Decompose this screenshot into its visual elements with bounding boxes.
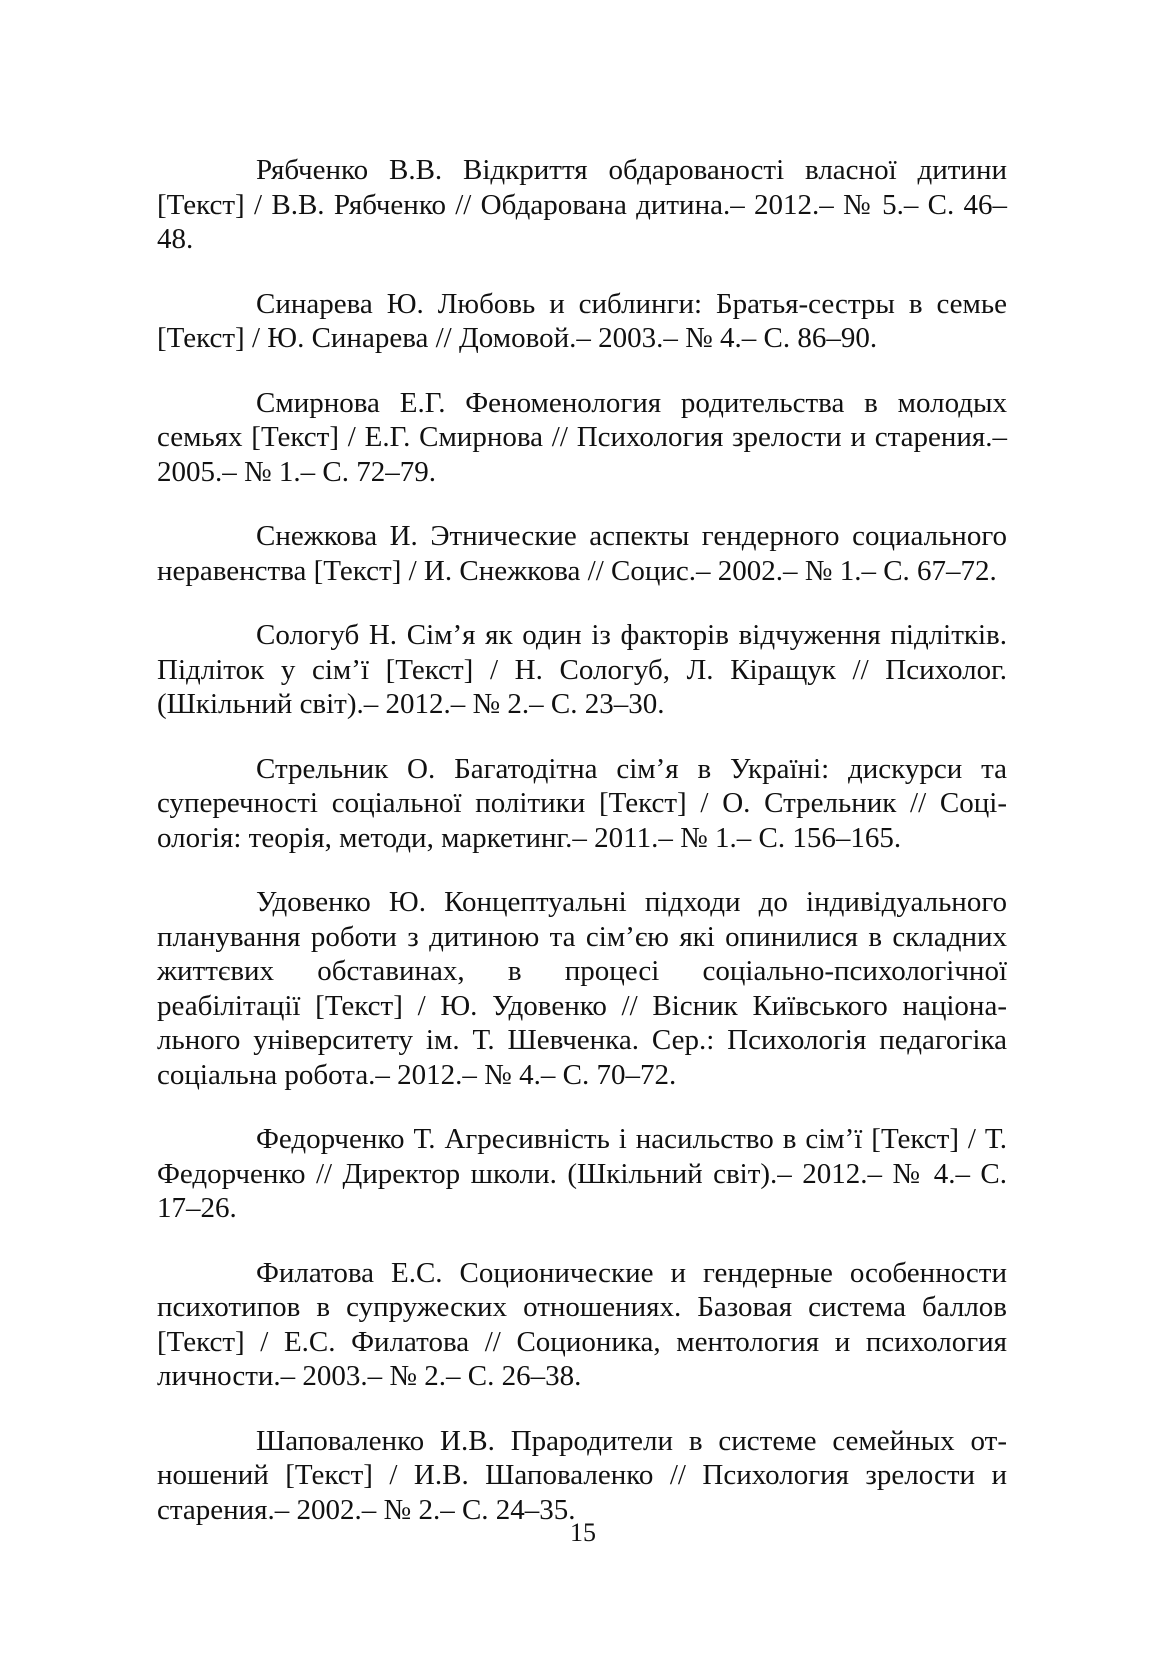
- bibliography-entry: Рябченко В.В. Відкриття обдарованості власної дитини [Текст] / В.В. Рябченко // Обдарована дитина.– 2012.– № 5.– С. 46–48.: [157, 154, 1007, 255]
- page-number: 15: [570, 1518, 596, 1547]
- bibliography-entry: Филатова Е.С. Соционические и гендерные особенности психотипов в супружеских отношениях. Базовая система баллов [Текст] / Е.С. Филатова // Соционика, ментология и психология личности.– 2003.– № 2.– С. 26–38.: [157, 1256, 1007, 1392]
- bibliography-entry: Стрельник О. Багатодітна сім’я в Україні: дискурси та суперечності соціальної політики [Текст] / О. Стрельник // Соціологія: теорія, методи, маркетинг.– 2011.– № 1.– С. 156–165.: [157, 752, 1007, 854]
- bibliography-entry: Сологуб Н. Сім’я як один із факторів відчуження підлітків. Підліток у сім’ї [Текст] / Н. Сологуб, Л. Кіращук // Психолог. (Шкільний світ).– 2012.– № 2.– С. 23–30.: [157, 619, 1007, 720]
- bibliography-list: [157, 153, 1007, 1527]
- bibliography-entry: Снежкова И. Этнические аспекты гендерного социального неравенства [Текст] / И. Снежкова // Социс.– 2002.– № 1.– С. 67–72.: [157, 520, 1007, 587]
- bibliography-entry: Смирнова Е.Г. Феноменология родительства в молодых семьях [Текст] / Е.Г. Смирнова // Психология зрелости и старения.– 2005.– № 1.– С. 72–79.: [157, 386, 1007, 488]
- bibliography-entry: Федорченко Т. Агресивність і насильство в сім’ї [Текст] / Т. Федорченко // Директор школи. (Шкільний світ).– 2012.– № 4.– С. 17–26.: [157, 1123, 1007, 1224]
- bibliography-entry: Удовенко Ю. Концептуальні підходи до індивідуального планування роботи з дитиною та сім’єю які опинилися в складних життєвих обставинах, в процесі соціально-психологічної реабілітації [Текст] / Ю. Удовенко // Вісник Київського національного університету ім. Т. Шевченка. Сер.: Психологія педагогіка соціальна робота.– 2012.– № 4.– С. 70–72.: [157, 886, 1007, 1091]
- bibliography-entry: Синарева Ю. Любовь и сиблинги: Братья-сестры в семье [Текст] / Ю. Синарева // Домовой.– 2003.– № 4.– С. 86–90.: [157, 287, 1007, 354]
- bibliography-entry: Шаповаленко И.В. Прародители в системе семейных отношений [Текст] / И.В. Шаповаленко // Психология зрелости и старения.– 2002.– № 2.– С. 24–35.: [157, 1424, 1007, 1526]
